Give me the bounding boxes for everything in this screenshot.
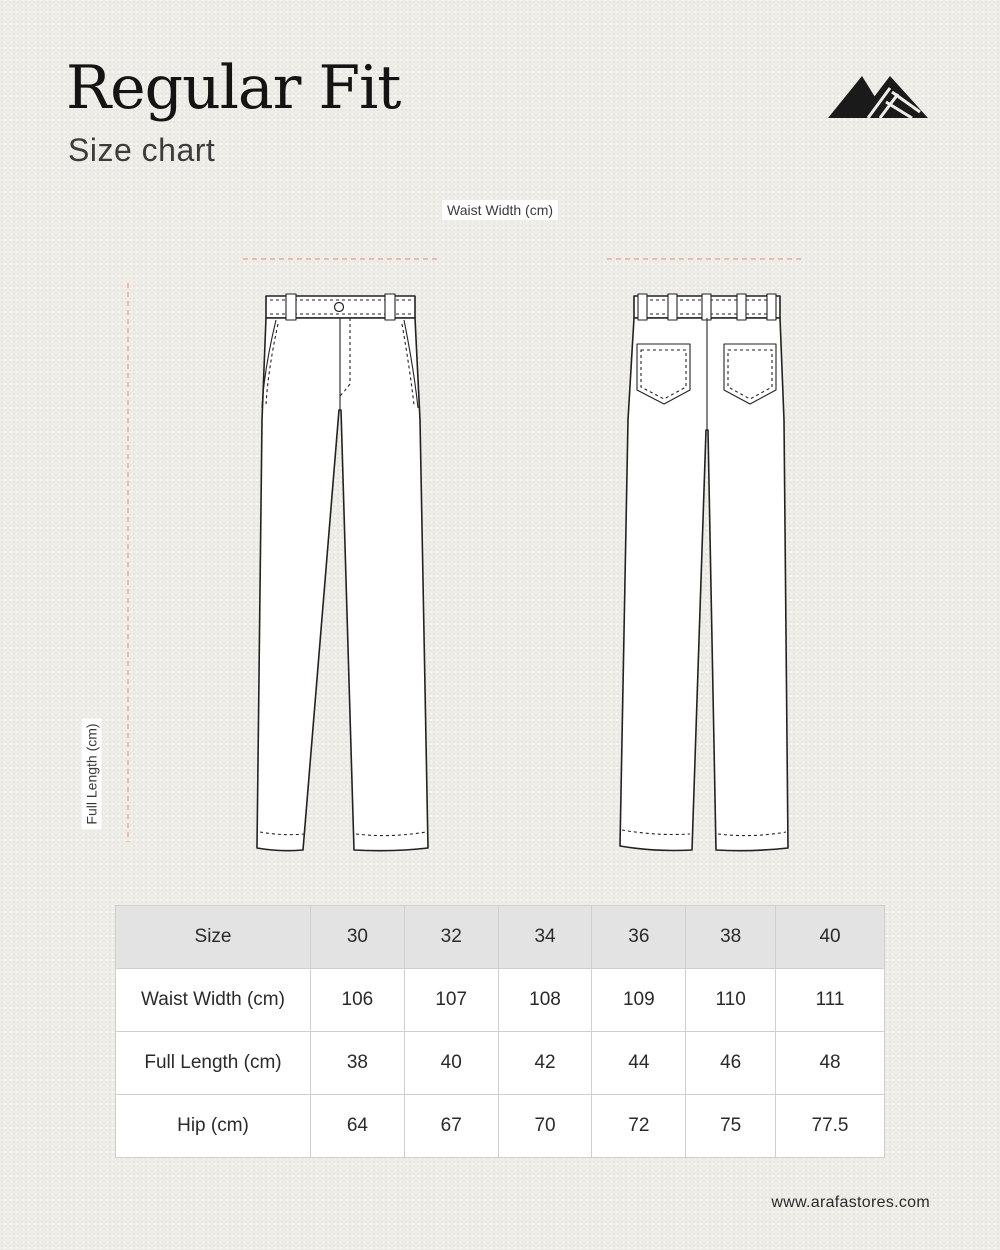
website-link[interactable]: www.arafastores.com — [771, 1194, 930, 1211]
table-cell: 75 — [686, 1095, 776, 1158]
table-cell: 64 — [311, 1095, 405, 1158]
size-column-header: 36 — [592, 906, 686, 969]
table-cell: 67 — [404, 1095, 498, 1158]
table-cell: 109 — [592, 969, 686, 1032]
size-header-cell: Size — [116, 906, 311, 969]
size-table — [115, 905, 885, 1158]
size-column-header: 40 — [776, 906, 885, 969]
table-row — [116, 1032, 885, 1095]
table-cell: 77.5 — [776, 1095, 885, 1158]
table-cell: 70 — [498, 1095, 592, 1158]
table-cell: 42 — [498, 1032, 592, 1095]
table-row — [116, 969, 885, 1032]
table-cell: 46 — [686, 1032, 776, 1095]
table-cell: 110 — [686, 969, 776, 1032]
row-label: Hip (cm) — [116, 1095, 311, 1158]
table-cell: 44 — [592, 1032, 686, 1095]
pants-front-icon — [257, 294, 428, 851]
row-label: Full Length (cm) — [116, 1032, 311, 1095]
table-cell: 107 — [404, 969, 498, 1032]
page-title: Regular Fit — [66, 53, 401, 123]
size-column-header: 34 — [498, 906, 592, 969]
table-cell: 72 — [592, 1095, 686, 1158]
table-row — [116, 1095, 885, 1158]
table-cell: 111 — [776, 969, 885, 1032]
table-cell: 38 — [311, 1032, 405, 1095]
table-header-row — [116, 906, 885, 969]
full-length-label: Full Length (cm) — [82, 718, 102, 829]
size-column-header: 30 — [311, 906, 405, 969]
pants-back-icon — [620, 294, 788, 851]
waist-width-label: Waist Width (cm) — [442, 200, 558, 220]
table-cell: 40 — [404, 1032, 498, 1095]
row-label: Waist Width (cm) — [116, 969, 311, 1032]
table-cell: 106 — [311, 969, 405, 1032]
table-cell: 48 — [776, 1032, 885, 1095]
table-cell: 108 — [498, 969, 592, 1032]
size-column-header: 32 — [404, 906, 498, 969]
size-column-header: 38 — [686, 906, 776, 969]
page-subtitle: Size chart — [68, 132, 216, 168]
